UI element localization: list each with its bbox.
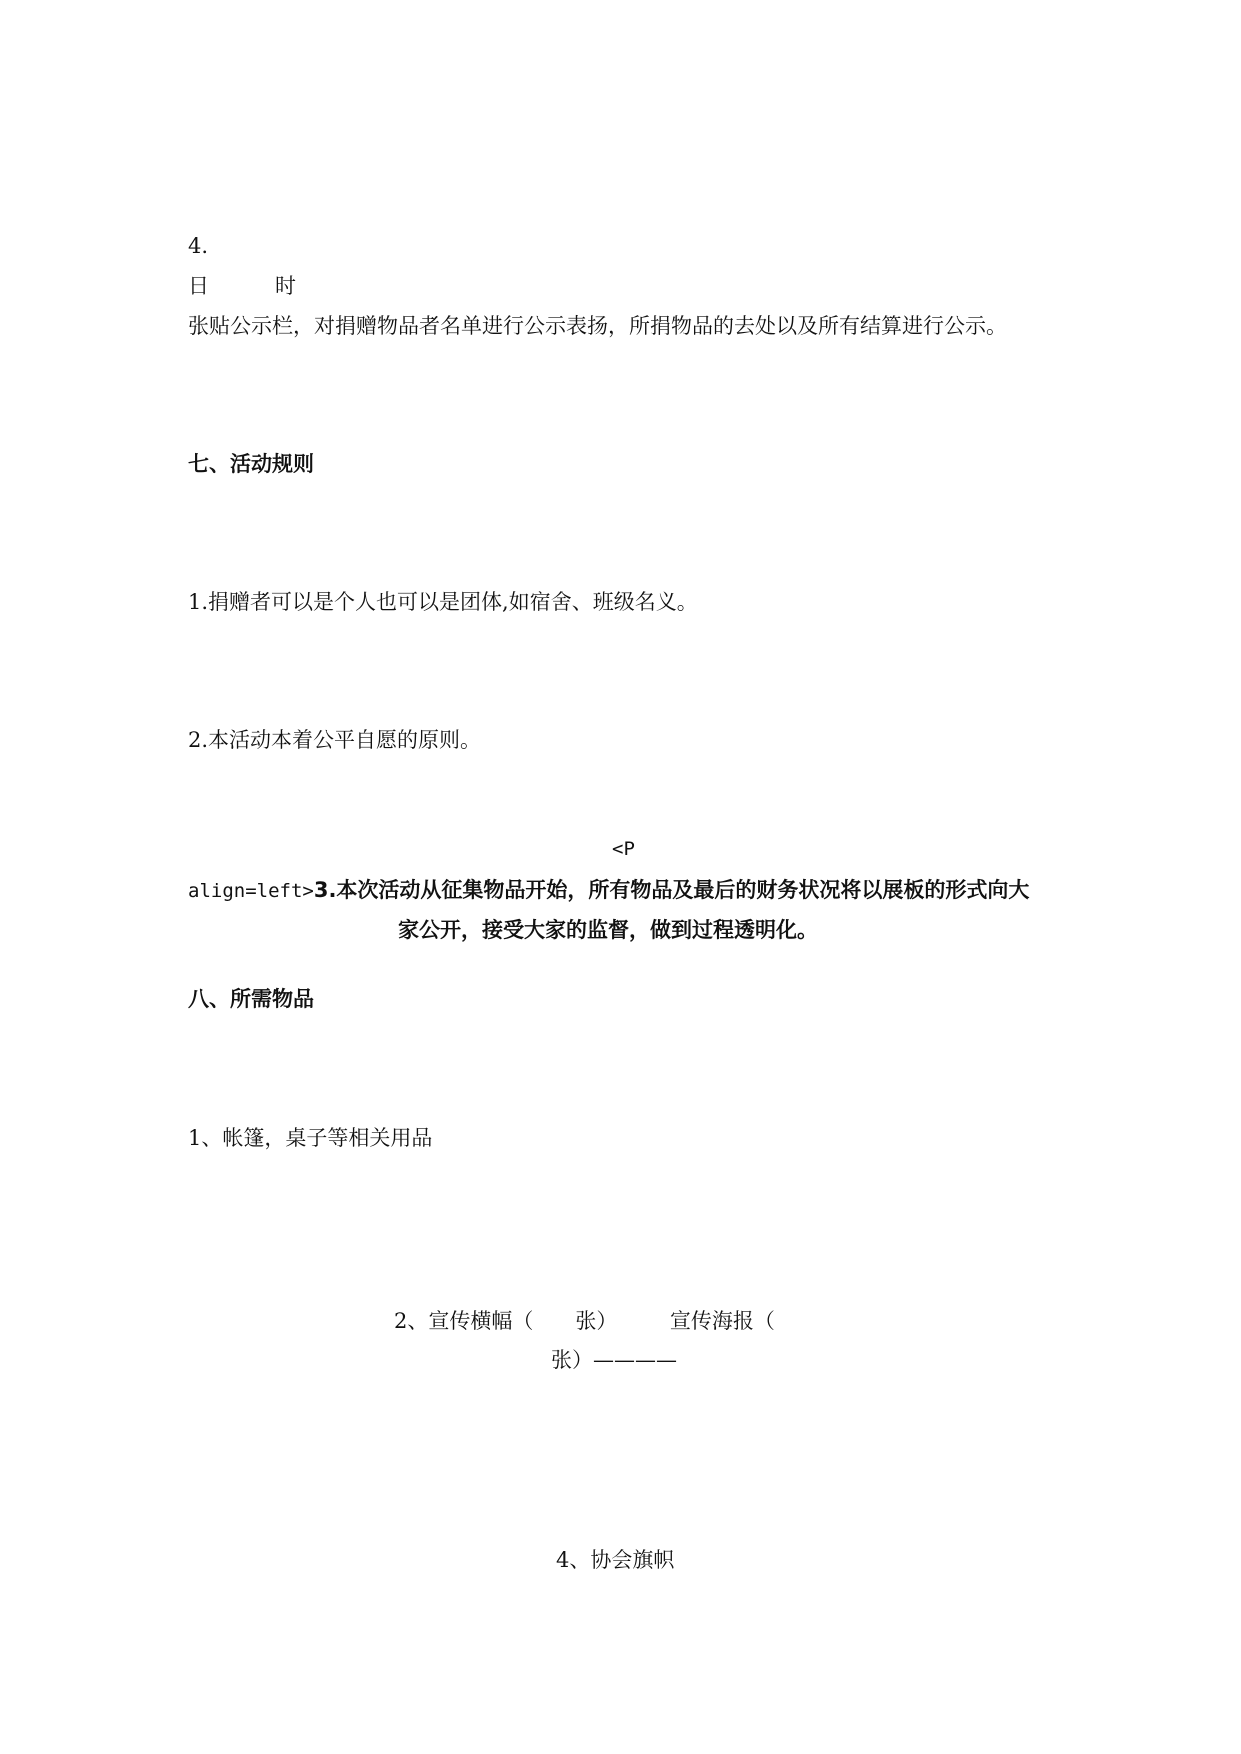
need-2-line-2: 张）———— [551,1348,677,1372]
section-7-heading: 七、活动规则 [188,452,314,476]
rule-3-line-1 [188,876,1029,905]
raw-tag-attr: align=left> [188,880,314,902]
need-1: 1、帐篷，桌子等相关用品 [188,1126,433,1150]
notice-paragraph: 张贴公示栏，对捐赠物品者名单进行公示表扬，所捐物品的去处以及所有结算进行公示。 [188,314,1007,338]
raw-tag-open: <P [612,838,635,860]
time-label: 时 [275,274,296,298]
rule-3-text: 3.本次活动从征集物品开始，所有物品及最后的财务状况将以展板的形式向大 [313,878,1030,902]
need-4: 4、协会旗帜 [556,1548,675,1572]
item-number: 4. [188,234,209,258]
rule-3-line-2: 家公开，接受大家的监督，做到过程透明化。 [398,918,818,942]
section-8-heading: 八、所需物品 [188,987,314,1011]
date-label: 日 [188,274,209,298]
rule-1: 1.捐赠者可以是个人也可以是团体,如宿舍、班级名义。 [188,590,698,614]
rule-2: 2.本活动本着公平自愿的原则。 [188,728,482,752]
need-2-line-1: 2、宣传横幅（ 张） 宣传海报（ [394,1309,775,1333]
